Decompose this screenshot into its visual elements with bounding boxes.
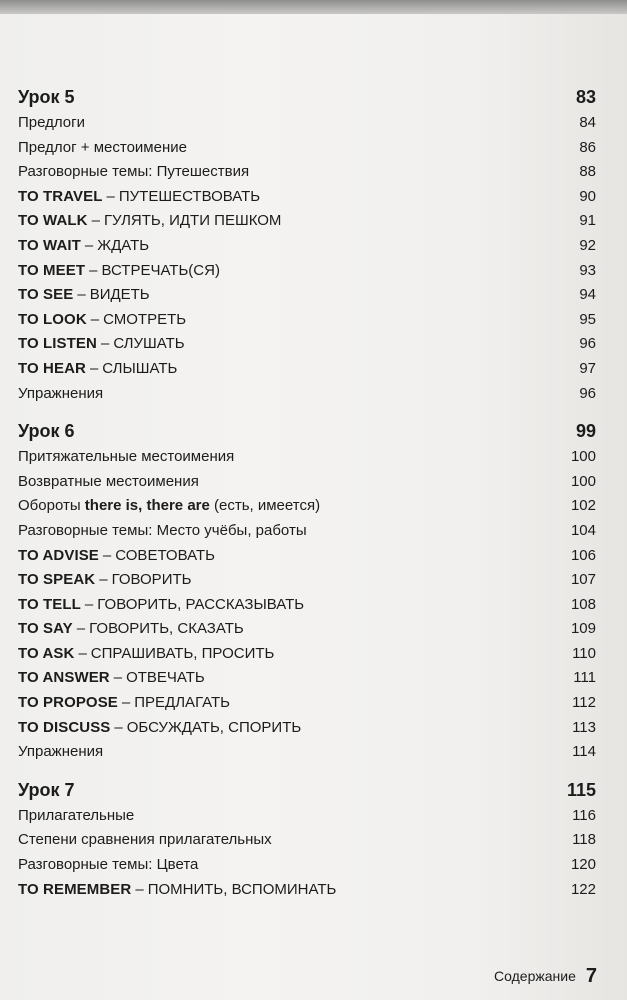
entry-page-number: 94 — [579, 286, 596, 304]
lesson-heading[interactable] — [18, 417, 596, 445]
verb-english: TO WALK — [18, 212, 88, 230]
verb-entry[interactable] — [18, 568, 596, 593]
entry-page-number: 88 — [579, 163, 596, 181]
verb-english: TO REMEMBER — [18, 880, 132, 898]
verb-english: TO LOOK — [18, 310, 87, 328]
dash: – — [102, 546, 112, 564]
dash: – — [100, 335, 110, 353]
verb-english: TO HEAR — [18, 359, 86, 377]
dash: – — [77, 286, 86, 304]
entry-title-suffix: (есть, имеется) — [209, 497, 321, 515]
verb-translation: ПРЕДЛАГАТЬ — [134, 694, 231, 712]
entry-title: Разговорные темы: Путешествия — [18, 163, 250, 181]
entry-page-number: 108 — [570, 595, 596, 613]
dash: – — [135, 880, 144, 898]
verb-entry[interactable] — [18, 691, 596, 716]
entry-page-number: 96 — [579, 384, 596, 402]
toc-entry[interactable] — [18, 828, 596, 853]
table-of-contents — [18, 83, 596, 913]
entry-page-number: 112 — [572, 694, 596, 712]
verb-translation: СПРАШИВАТЬ, ПРОСИТЬ — [90, 644, 275, 662]
toc-entry[interactable] — [18, 136, 596, 161]
entry-title: Упражнения — [18, 743, 104, 761]
toc-entry[interactable] — [18, 740, 596, 765]
toc-entry[interactable] — [18, 804, 596, 829]
verb-english: TO DISCUSS — [18, 718, 111, 736]
verb-translation: ГОВОРИТЬ — [111, 571, 192, 589]
verb-translation: ПУТЕШЕСТВОВАТЬ — [118, 187, 261, 205]
toc-entry[interactable] — [18, 470, 596, 495]
toc-entry[interactable] — [18, 519, 596, 544]
dash: – — [99, 571, 108, 589]
entry-title: Прилагательные — [18, 806, 135, 824]
toc-entry[interactable] — [18, 382, 596, 407]
entry-page-number: 106 — [570, 546, 596, 564]
verb-entry[interactable] — [18, 259, 596, 284]
verb-translation: ОБСУЖДАТЬ, СПОРИТЬ — [126, 718, 302, 736]
dash: – — [89, 261, 98, 279]
verb-entry[interactable] — [18, 308, 596, 333]
toc-entry[interactable] — [18, 111, 596, 136]
page-footer — [494, 966, 597, 986]
verb-english: TO TELL — [18, 595, 81, 613]
verb-english: TO SAY — [18, 620, 73, 638]
verb-entry[interactable] — [18, 666, 596, 691]
lesson-title: Урок 6 — [18, 421, 75, 442]
dash: – — [91, 212, 100, 230]
lesson-7-section — [18, 776, 596, 902]
entry-title-bold: there is, there are — [84, 497, 210, 515]
entry-page-number: 96 — [579, 335, 596, 353]
entry-page-number: 100 — [570, 472, 596, 490]
verb-english: TO WAIT — [18, 236, 81, 254]
dash: – — [76, 620, 86, 638]
verb-entry[interactable] — [18, 716, 596, 741]
entry-page-number: 97 — [579, 359, 596, 377]
dash: – — [90, 310, 100, 328]
book-page — [0, 14, 627, 1000]
dash: – — [106, 187, 115, 205]
entry-title: Разговорные темы: Цвета — [18, 856, 199, 874]
entry-page-number: 116 — [572, 806, 596, 824]
entry-page-number: 92 — [579, 236, 596, 254]
verb-entry[interactable] — [18, 642, 596, 667]
entry-page-number: 107 — [570, 571, 596, 589]
verb-entry[interactable] — [18, 617, 596, 642]
entry-title: Предлоги — [18, 114, 86, 131]
verb-entry[interactable] — [18, 209, 596, 234]
entry-title: Степени сравнения прилагательных — [18, 831, 272, 849]
lesson-page-number: 83 — [575, 87, 596, 107]
entry-page-number: 113 — [572, 718, 596, 736]
verb-entry[interactable] — [18, 283, 596, 308]
entry-title: Предлог + местоимение — [18, 138, 187, 156]
dash: – — [121, 694, 131, 712]
page-number: 7 — [585, 965, 597, 987]
verb-translation: СОВЕТОВАТЬ — [115, 546, 215, 564]
lesson-heading[interactable] — [18, 83, 596, 111]
verb-english: TO MEET — [18, 261, 86, 279]
entry-page-number: 104 — [570, 521, 596, 539]
entry-page-number: 95 — [579, 310, 596, 328]
entry-page-number: 114 — [572, 743, 596, 761]
verb-entry[interactable] — [18, 234, 596, 259]
verb-translation: ГОВОРИТЬ, РАССКАЗЫВАТЬ — [97, 595, 305, 613]
entry-title: Упражнения — [18, 384, 104, 402]
verb-english: TO SEE — [18, 286, 74, 304]
entry-page-number: 102 — [570, 497, 596, 515]
verb-english: TO ASK — [18, 644, 75, 662]
entry-page-number: 100 — [570, 448, 596, 466]
verb-english: TO SPEAK — [18, 571, 96, 589]
entry-page-number: 84 — [579, 114, 596, 131]
entry-page-number: 120 — [570, 856, 596, 874]
verb-translation: СМОТРЕТЬ — [103, 310, 187, 328]
verb-translation: ОТВЕЧАТЬ — [126, 669, 205, 687]
verb-entry[interactable] — [18, 185, 596, 210]
verb-entry[interactable] — [18, 878, 596, 903]
lesson-title: Урок 7 — [18, 779, 75, 800]
lesson-5-section — [18, 83, 596, 406]
verb-english: TO PROPOSE — [18, 694, 118, 712]
entry-title: Разговорные темы: Место учёбы, работы — [18, 521, 307, 539]
verb-entry[interactable] — [18, 544, 596, 569]
verb-english: TO ANSWER — [18, 669, 110, 687]
lesson-6-section — [18, 417, 596, 765]
verb-english: TO LISTEN — [18, 335, 97, 353]
toc-entry[interactable] — [18, 160, 596, 185]
toc-entry[interactable] — [18, 853, 596, 878]
running-footer-label: Содержание — [494, 968, 576, 984]
entry-page-number: 122 — [570, 880, 596, 898]
lesson-title: Урок 5 — [18, 87, 75, 107]
verb-translation: ПОМНИТЬ, ВСПОМИНАТЬ — [147, 880, 337, 898]
verb-translation: ВСТРЕЧАТЬ(СЯ) — [101, 261, 220, 279]
dash: – — [78, 644, 87, 662]
entry-page-number: 110 — [572, 644, 596, 662]
verb-translation: СЛЫШАТЬ — [102, 359, 178, 377]
verb-entry[interactable] — [18, 357, 596, 382]
entry-page-number: 111 — [573, 669, 596, 687]
dash: – — [113, 669, 123, 687]
entry-page-number: 109 — [570, 620, 596, 638]
verb-translation: ГУЛЯТЬ, ИДТИ ПЕШКОМ — [103, 212, 282, 230]
lesson-page-number: 115 — [566, 779, 596, 800]
dash: – — [84, 595, 94, 613]
top-edge-shadow — [0, 0, 627, 14]
dash: – — [84, 236, 94, 254]
entry-page-number: 91 — [579, 212, 596, 230]
entry-page-number: 93 — [579, 261, 596, 279]
entry-title: Возвратные местоимения — [18, 472, 199, 490]
verb-translation: ЖДАТЬ — [97, 236, 150, 254]
verb-translation: СЛУШАТЬ — [113, 335, 185, 353]
verb-english: TO TRAVEL — [18, 187, 103, 205]
lesson-page-number: 99 — [575, 421, 596, 442]
toc-entry[interactable] — [18, 494, 596, 519]
dash: – — [89, 359, 99, 377]
verb-english: TO ADVISE — [18, 546, 99, 564]
lesson-heading[interactable] — [18, 776, 596, 804]
verb-entry[interactable] — [18, 332, 596, 357]
verb-entry[interactable] — [18, 593, 596, 618]
dash: – — [114, 718, 123, 736]
entry-page-number: 90 — [579, 187, 596, 205]
entry-title-prefix: Обороты — [18, 497, 85, 515]
verb-translation: ГОВОРИТЬ, СКАЗАТЬ — [89, 620, 244, 638]
entry-title: Притяжательные местоимения — [18, 448, 235, 466]
toc-entry[interactable] — [18, 445, 596, 470]
entry-page-number: 118 — [572, 831, 596, 849]
entry-page-number: 86 — [579, 138, 596, 156]
verb-translation: ВИДЕТЬ — [89, 286, 150, 304]
